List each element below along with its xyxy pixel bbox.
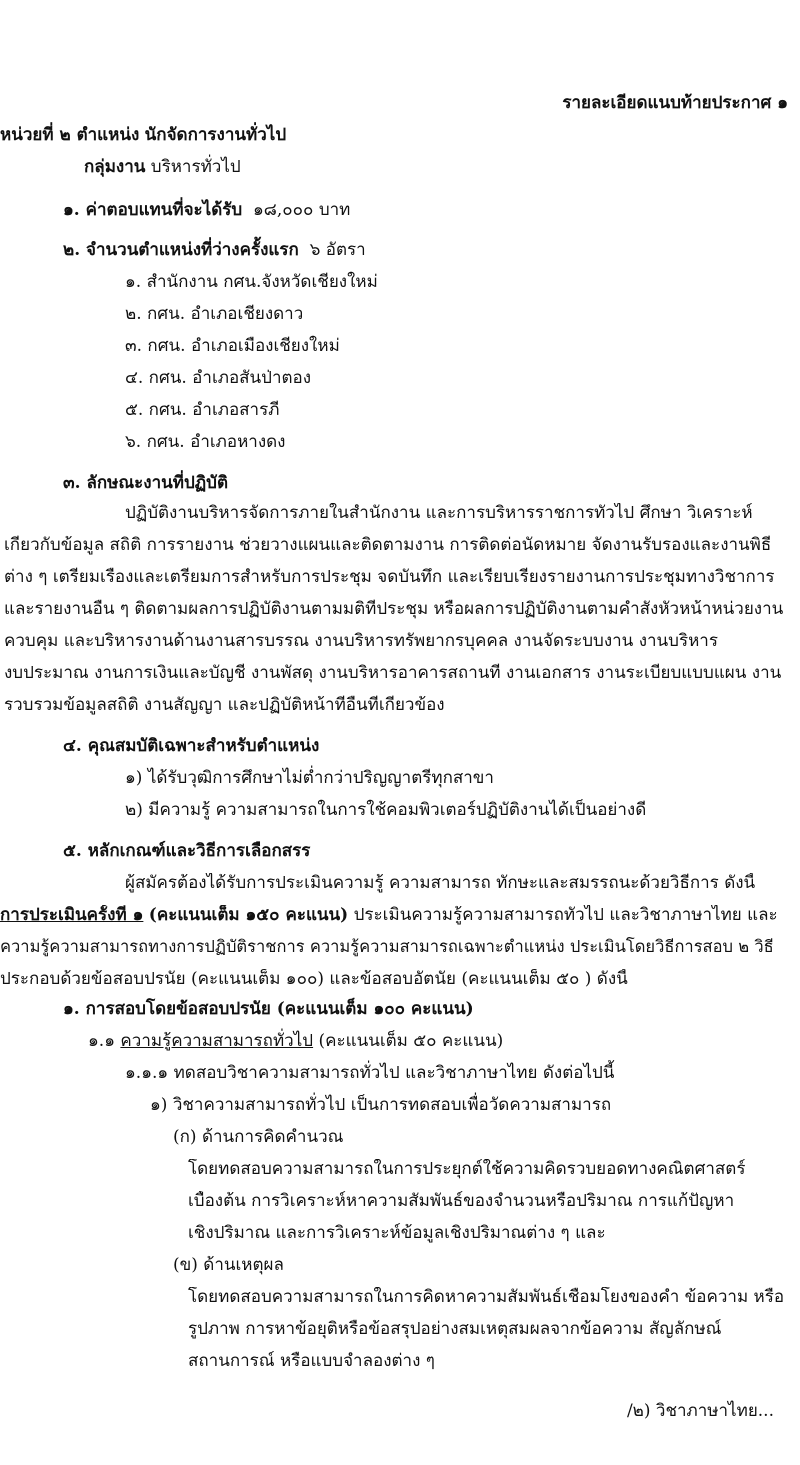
- round1-cont-line: ความรู้ความสามารถทางการปฏิบัติราชการ ความรู้ความสามารถเฉพาะตำแหน่ง ประเมินโดยวิธีการสอบ ๒ วิธี: [0, 937, 774, 956]
- section3-line: และรายงานอื่น ๆ ติดตามผลการปฏิบัติงานตามมติที่ประชุม หรือผลการปฏิบัติงานตามคำสั่งหัวหน้าหน่วยงาน: [4, 599, 784, 619]
- section5-title: ๕. หลักเกณฑ์และวิธีการเลือกสรร: [63, 841, 311, 861]
- section2-item: ๖. กศน. อำเภอหางดง: [125, 432, 286, 452]
- section2-item: ๑. สำนักงาน กศน.จังหวัดเชียงใหม่: [125, 272, 378, 292]
- round1-cont-line: ประกอบด้วยข้อสอบปรนัย (คะแนนเต็ม ๑๐๐) และข้อสอบอัตนัย (คะแนนเต็ม ๕๐ ) ดังนี้: [0, 969, 628, 989]
- sub11-score: (คะแนนเต็ม ๕๐ คะแนน): [318, 1031, 504, 1051]
- section3-line: งบประมาณ งานการเงินและบัญชี งานพัสดุ งานบริหารอาคารสถานที่ งานเอกสาร งานระเบียบแบบแผน งาน: [4, 663, 782, 683]
- section2-item: ๕. กศน. อำเภอสารภี: [125, 400, 280, 420]
- continuation-note: /๒) วิชาภาษาไทย...: [626, 1401, 774, 1421]
- section2-line: [63, 240, 366, 260]
- section3-line: รวบรวมข้อมูลสถิติ งานสัญญา และปฏิบัติหน้าที่อื่นที่เกี่ยวข้อง: [4, 695, 445, 715]
- section3-line: ต่าง ๆ เตรียมเรื่องและเตรียมการสำหรับการประชุม จดบันทึก และเรียบเรียงรายงานการประชุมทางวิชาการ: [4, 567, 775, 587]
- attachment-title: รายละเอียดแนบท้ายประกาศ ๑: [562, 93, 788, 113]
- exam1-title: ๑. การสอบโดยข้อสอบปรนัย (คะแนนเต็ม ๑๐๐ คะแนน): [63, 999, 474, 1019]
- section5-intro: ผู้สมัครต้องได้รับการประเมินความรู้ ความสามารถ ทักษะและสมรรถนะด้วยวิธีการ ดังนี้: [125, 873, 756, 893]
- section4-item: ๑) ได้รับวุฒิการศึกษาไม่ต่ำกว่าปริญญาตรีทุกสาขา: [125, 768, 494, 788]
- sub11-label: ความรู้ความสามารถทั่วไป: [120, 1031, 314, 1051]
- section4-item: ๒) มีความรู้ ความสามารถในการใช้คอมพิวเตอร์ปฏิบัติงานได้เป็นอย่างดี: [125, 800, 647, 820]
- subject1-line: ๑) วิชาความสามารถทั่วไป เป็นการทดสอบเพื่อวัดความสามารถ: [150, 1095, 612, 1115]
- section3-title: ๓. ลักษณะงานที่ปฏิบัติ: [63, 473, 228, 493]
- section1-value: ๑๘,๐๐๐ บาท: [253, 200, 351, 220]
- part-a-title: (ก) ด้านการคิดคำนวณ: [173, 1127, 344, 1147]
- section2-item: ๔. กศน. อำเภอสันป่าตอง: [125, 368, 312, 388]
- round1-label: การประเมินครั้งที่ ๑: [0, 905, 144, 925]
- sub111-line: ๑.๑.๑ ทดสอบวิชาความสามารถทั่วไป และวิชาภาษาไทย ดังต่อไปนี้: [125, 1063, 615, 1083]
- part-b-line: โดยทดสอบความสามารถในการคิดหาความสัมพันธ์เชื่อมโยงของคำ ข้อความ หรือ: [188, 1287, 785, 1307]
- section1-label: ๑. ค่าตอบแทนที่จะได้รับ: [63, 200, 243, 220]
- unit-position-label: หน่วยที่ ๒ ตำแหน่ง: [0, 125, 140, 145]
- section2-value: ๖ อัตรา: [309, 240, 366, 260]
- section3-line: ปฏิบัติงานบริหารจัดการภายในสำนักงาน และการบริหารราชการทั่วไป ศึกษา วิเคราะห์: [125, 503, 753, 523]
- part-a-line: โดยทดสอบความสามารถในการประยุกต์ใช้ความคิดรวบยอดทางคณิตศาสตร์: [188, 1159, 746, 1179]
- section4-title: ๔. คุณสมบัติเฉพาะสำหรับตำแหน่ง: [63, 736, 320, 756]
- section2-item: ๓. กศน. อำเภอเมืองเชียงใหม่: [125, 336, 340, 356]
- group-value: บริหารทั่วไป: [150, 157, 241, 177]
- sub11-number: ๑.๑: [88, 1031, 115, 1051]
- part-b-line: สถานการณ์ หรือแบบจำลองต่าง ๆ: [188, 1351, 435, 1371]
- sub11-line: [88, 1031, 503, 1051]
- unit-position-line: [0, 125, 286, 145]
- part-a-line: เชิงปริมาณ และการวิเคราะห์ข้อมูลเชิงปริมาณต่าง ๆ และ: [188, 1223, 606, 1243]
- part-b-title: (ข) ด้านเหตุผล: [173, 1255, 284, 1275]
- round1-line: [0, 905, 786, 925]
- unit-position-value: นักจัดการงานทั่วไป: [144, 125, 287, 145]
- round1-text: ประเมินความรู้ความสามารถทั่วไป และวิชาภาษาไทย และ: [353, 905, 778, 925]
- part-a-line: เบื้องต้น การวิเคราะห์หาความสัมพันธ์ของจำนวนหรือปริมาณ การแก้ปัญหา: [188, 1191, 735, 1211]
- section3-line: เกี่ยวกับข้อมูล สถิติ การรายงาน ช่วยวางแผนและติดตามงาน การติดต่อนัดหมาย จัดงานรับรองและงานพิธี: [4, 535, 772, 555]
- section1-line: [63, 200, 350, 220]
- group-line: [84, 157, 241, 177]
- part-b-line: รูปภาพ การหาข้อยุติหรือข้อสรุปอย่างสมเหตุสมผลจากข้อความ สัญลักษณ์: [188, 1319, 722, 1339]
- section3-line: ควบคุม และบริหารงานด้านงานสารบรรณ งานบริหารทรัพยากรบุคคล งานจัดระบบงาน งานบริหาร: [4, 631, 718, 651]
- round1-score: (คะแนนเต็ม ๑๕๐ คะแนน): [148, 905, 349, 925]
- group-label: กลุ่มงาน: [84, 157, 146, 177]
- section2-label: ๒. จำนวนตำแหน่งที่ว่างครั้งแรก: [63, 240, 299, 260]
- section2-item: ๒. กศน. อำเภอเชียงดาว: [125, 304, 304, 324]
